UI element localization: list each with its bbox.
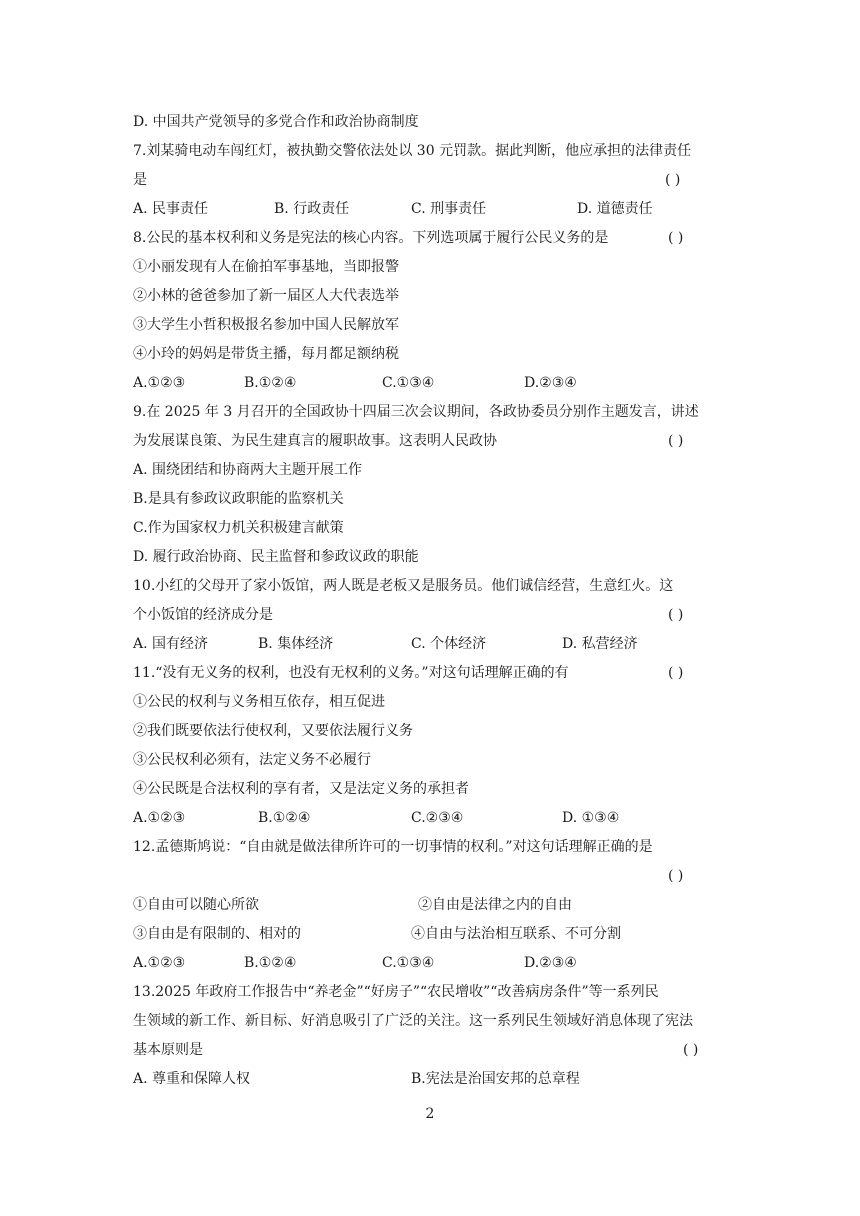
q7-stem-line2: 是 xyxy=(133,172,147,188)
q12-option-d: D.②③④ xyxy=(524,955,577,971)
q10-option-b: B. 集体经济 xyxy=(258,636,334,652)
q13-answer-paren: ( ) xyxy=(683,1042,699,1058)
q8-statement-2: ②小林的爸爸参加了新一届区人大代表选举 xyxy=(133,288,399,304)
q8-option-b: B.①②④ xyxy=(244,375,297,391)
q10-stem-line1: 10.小红的父母开了家小饭馆，两人既是老板又是服务员。他们诚信经营，生意红火。这 xyxy=(133,578,674,594)
q11-option-c: C.②③④ xyxy=(411,810,464,826)
q9-answer-paren: ( ) xyxy=(668,433,684,449)
q12-statement-3: ③自由是有限制的、相对的 xyxy=(133,926,301,942)
q10-option-a: A. 国有经济 xyxy=(133,636,209,652)
q11-statement-2: ②我们既要依法行使权利，又要依法履行义务 xyxy=(133,723,413,739)
q12-statement-1: ①自由可以随心所欲 xyxy=(133,897,259,913)
q8-option-c: C.①③④ xyxy=(382,375,435,391)
page-number: 2 xyxy=(425,1106,435,1122)
q9-stem-line1: 9.在 2025 年 3 月召开的全国政协十四届三次会议期间，各政协委员分别作主题发言，讲述 xyxy=(133,404,699,420)
q11-option-b: B.①②④ xyxy=(258,810,311,826)
q13-stem-line3: 基本原则是 xyxy=(133,1042,203,1058)
q10-option-d: D. 私营经济 xyxy=(562,636,638,652)
q7-answer-paren: ( ) xyxy=(665,172,681,188)
q12-option-b: B.①②④ xyxy=(244,955,297,971)
q11-option-d: D. ①③④ xyxy=(562,810,620,826)
q10-answer-paren: ( ) xyxy=(668,607,684,623)
q8-statement-1: ①小丽发现有人在偷拍军事基地，当即报警 xyxy=(133,259,399,275)
q7-stem-line1: 7.刘某骑电动车闯红灯，被执勤交警依法处以 30 元罚款。据此判断，他应承担的法律责任 xyxy=(133,143,692,159)
q10-option-c: C. 个体经济 xyxy=(411,636,487,652)
q13-stem-line1: 13.2025 年政府工作报告中“养老金”“好房子”“农民增收”“改善病房条件”等一系列民 xyxy=(133,984,659,1000)
q12-answer-paren: ( ) xyxy=(668,868,684,884)
q12-option-a: A.①②③ xyxy=(133,955,186,971)
q7-option-c: C. 刑事责任 xyxy=(411,201,487,217)
q7-option-a: A. 民事责任 xyxy=(133,201,209,217)
q9-option-d: D. 履行政治协商、民主监督和参政议政的职能 xyxy=(133,549,419,565)
q12-statement-4: ④自由与法治相互联系、不可分割 xyxy=(411,926,621,942)
q12-option-c: C.①③④ xyxy=(382,955,435,971)
prev-option-d: D. 中国共产党领导的多党合作和政治协商制度 xyxy=(133,114,419,130)
q9-stem-line2: 为发展谋良策、为民生建真言的履职故事。这表明人民政协 xyxy=(133,433,497,449)
q7-option-d: D. 道德责任 xyxy=(577,201,653,217)
q11-statement-3: ③公民权利必须有，法定义务不必履行 xyxy=(133,752,371,768)
q12-statement-2: ②自由是法律之内的自由 xyxy=(418,897,572,913)
q13-stem-line2: 生领域的新工作、新目标、好消息吸引了广泛的关注。这一系列民生领域好消息体现了宪法 xyxy=(133,1013,693,1029)
q13-option-b: B.宪法是治国安邦的总章程 xyxy=(411,1071,580,1087)
q9-option-a: A. 围绕团结和协商两大主题开展工作 xyxy=(133,462,363,478)
q12-stem: 12.孟德斯鸠说：“自由就是做法律所许可的一切事情的权利。”对这句话理解正确的是 xyxy=(133,839,653,855)
q9-option-b: B.是具有参政议政职能的监察机关 xyxy=(133,491,344,507)
q8-answer-paren: ( ) xyxy=(668,230,684,246)
q8-statement-3: ③大学生小哲积极报名参加中国人民解放军 xyxy=(133,317,399,333)
q8-option-d: D.②③④ xyxy=(524,375,577,391)
q7-option-b: B. 行政责任 xyxy=(274,201,350,217)
q10-stem-line2: 个小饭馆的经济成分是 xyxy=(133,607,273,623)
q11-option-a: A.①②③ xyxy=(133,810,186,826)
q9-option-c: C.作为国家权力机关积极建言献策 xyxy=(133,520,344,536)
q11-statement-4: ④公民既是合法权利的享有者，又是法定义务的承担者 xyxy=(133,781,469,797)
q13-option-a: A. 尊重和保障人权 xyxy=(133,1071,251,1087)
q11-answer-paren: ( ) xyxy=(668,665,684,681)
q8-stem: 8.公民的基本权利和义务是宪法的核心内容。下列选项属于履行公民义务的是 xyxy=(133,230,609,246)
q8-option-a: A.①②③ xyxy=(133,375,186,391)
q11-statement-1: ①公民的权利与义务相互依存，相互促进 xyxy=(133,694,385,710)
q11-stem: 11.“没有无义务的权利，也没有无权利的义务。”对这句话理解正确的有 xyxy=(133,665,569,681)
q8-statement-4: ④小玲的妈妈是带货主播，每月都足额纳税 xyxy=(133,346,399,362)
